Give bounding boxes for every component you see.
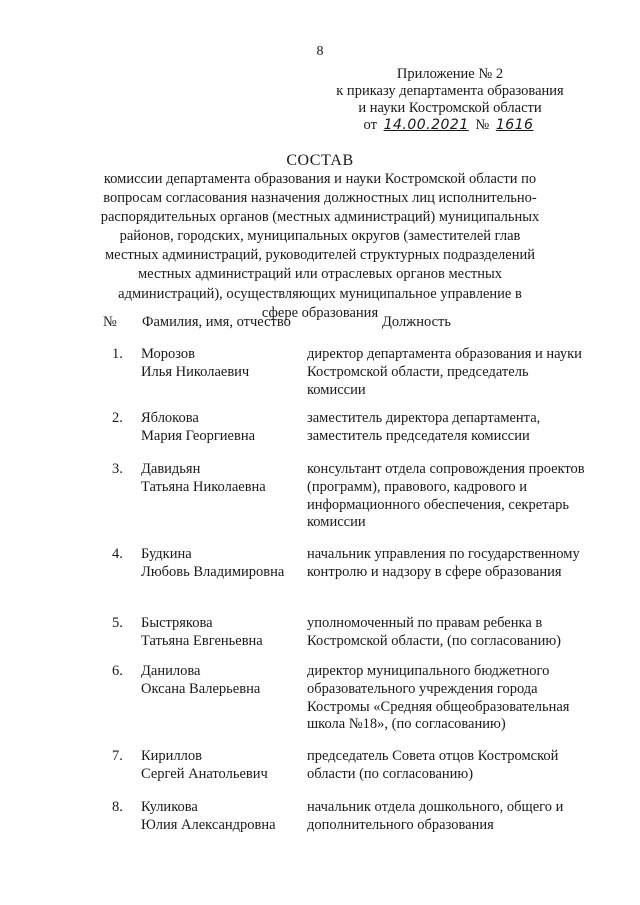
member-position: начальник управления по государственному контролю и надзору в сфере образования xyxy=(307,546,580,580)
member-position: директор департамента образования и науки Костромской области, председатель комиссии xyxy=(307,346,582,398)
header-position: Должность xyxy=(382,314,451,330)
appendix-title: Приложение № 2 xyxy=(396,66,504,82)
row-number: 4. xyxy=(112,546,123,562)
row-number: 2. xyxy=(112,410,123,426)
member-position: директор муниципального бюджетного образовательного учреждения города Костромы «Средняя общеобразовательная школа №18», (по согласованию) xyxy=(307,663,570,733)
member-name xyxy=(141,346,301,382)
row-number: 1. xyxy=(112,346,123,362)
appendix-department: и науки Костромской области xyxy=(358,100,542,116)
member-position: консультант отдела сопровождения проектов (программ), правового, кадрового и информационного обеспечения, секретарь комиссии xyxy=(307,461,585,531)
member-name xyxy=(141,461,301,497)
member-name xyxy=(141,410,301,446)
member-surname: Будкина xyxy=(141,546,192,562)
document-title: СОСТАВ xyxy=(286,152,354,169)
header-number: № xyxy=(103,314,117,330)
member-surname: Давидьян xyxy=(141,461,201,477)
member-given-name: Мария Георгиевна xyxy=(141,427,256,444)
appendix-date-line xyxy=(320,117,580,134)
row-number: 8. xyxy=(112,799,123,815)
row-number: 6. xyxy=(112,663,123,679)
member-position: заместитель директора департамента, заместитель председателя комиссии xyxy=(307,410,541,444)
from-label: от xyxy=(363,117,377,133)
row-number: 3. xyxy=(112,461,123,477)
member-name xyxy=(141,663,301,699)
member-surname: Кириллов xyxy=(141,748,203,764)
page-number: 8 xyxy=(316,44,324,59)
member-position: начальник отдела дошкольного, общего и дополнительного образования xyxy=(307,799,564,833)
member-given-name: Сергей Анатольевич xyxy=(141,765,268,782)
member-given-name: Юлия Александровна xyxy=(141,816,276,833)
handwritten-date: 14.00.2021 xyxy=(383,117,469,133)
appendix-order-ref: к приказу департамента образования xyxy=(336,83,564,99)
member-position: председатель Совета отцов Костромской области (по согласованию) xyxy=(307,748,559,782)
header-name: Фамилия, имя, отчество xyxy=(142,314,291,330)
member-position: уполномоченный по правам ребенка в Костромской области, (по согласованию) xyxy=(307,615,561,649)
member-given-name: Илья Николаевич xyxy=(141,363,250,380)
document-subtitle: комиссии департамента образования и науки Костромской области по вопросам согласования назначения должностных лиц исполнительно-распорядительных органов (местных администраций) муниципальных районов, городских, муниципальных округов (заместителей глав местных администраций, руководителей структурных подразделений местных администраций или отраслевых органов местных администраций), осуществляющих муниципальное управление в сфере образования xyxy=(100,171,540,321)
row-number: 5. xyxy=(112,615,123,631)
member-name xyxy=(141,546,301,582)
member-name xyxy=(141,748,301,784)
member-given-name: Оксана Валерьевна xyxy=(141,680,261,697)
member-name xyxy=(141,799,301,835)
handwritten-number: 1616 xyxy=(495,117,534,133)
member-name xyxy=(141,615,301,651)
member-surname: Данилова xyxy=(141,663,201,679)
member-surname: Быстрякова xyxy=(141,615,213,631)
member-surname: Яблокова xyxy=(141,410,199,426)
member-given-name: Любовь Владимировна xyxy=(141,563,285,580)
row-number: 7. xyxy=(112,748,123,764)
appendix-block xyxy=(320,66,580,134)
number-label: № xyxy=(475,117,490,133)
member-surname: Куликова xyxy=(141,799,198,815)
member-surname: Морозов xyxy=(141,346,196,362)
member-given-name: Татьяна Евгеньевна xyxy=(141,632,263,649)
member-given-name: Татьяна Николаевна xyxy=(141,478,266,495)
